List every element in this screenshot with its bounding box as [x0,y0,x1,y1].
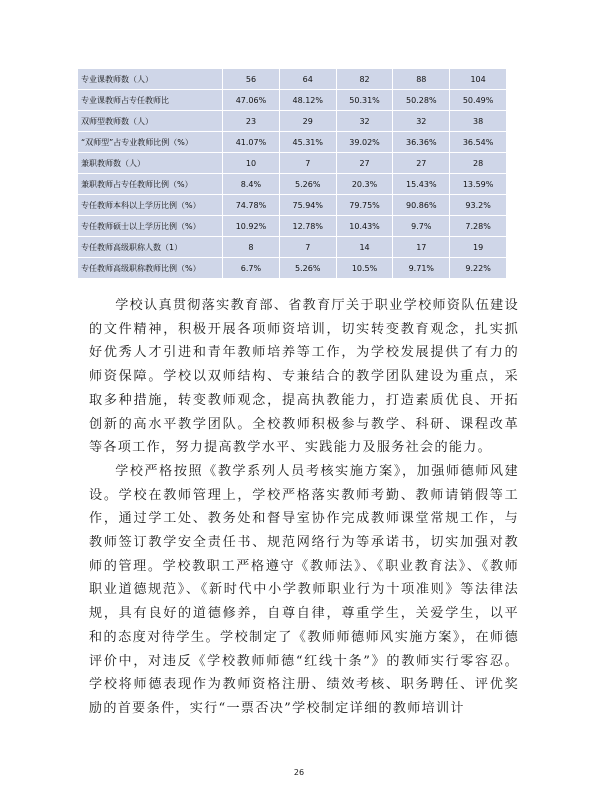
paragraph-ethics-building: 学校严格按照《教学系列人员考核实施方案》，加强师德师风建设。学校在教师管理上，学校严格落实教师考勤、教师请销假等工作，通过学工处、教务处和督导室协作完成教师课堂常规工作，与教师签订教学安全责任书、规范网络行为等承诺书，切实加强对教师的管理。学校教职工严格遵守《教师法》、《职业教育法》、《教师职业道德规范》、《新时代中小学教师职业行为十项准则》等法律法规，具有良好的道德修养，自尊自律，尊重学生，关爱学生，以平和的态度对待学生。学校制定了《教师师德师风实施方案》，在师德评价中，对违反《学校教师师德“红线十条”》的教师实行零容忍。学校将师德表现作为教师资格注册、绩效考核、职务聘任、评优奖励的首要条件，实行“一票否决”学校制定详细的教师培训计 [89,463,519,716]
table-cell: 36.36% [393,132,450,153]
table-cell: 23 [223,111,280,132]
table-cell: 17 [393,237,450,258]
table-cell: 9.7% [393,216,450,237]
table-cell: 15.43% [393,174,450,195]
row-label: 兼职教师占专任教师比例（%） [78,174,223,195]
table-cell: 36.54% [450,132,507,153]
paragraph-teacher-training: 学校认真贯彻落实教育部、省教育厅关于职业学校师资队伍建设的文件精神，积极开展各项师资培训，切实转变教育观念，扎实抓好优秀人才引进和青年教师培养等工作，为学校发展提供了有力的师资保障。学校以双师结构、专兼结合的教学团队建设为重点，采取多种措施，转变教师观念，提高执教能力，打造素质优良、开拓创新的高水平教学团队。全校教师积极参与教学、科研、课程改革等各项工作，努力提高教学水平、实践能力及服务社会的能力。 [89,298,519,456]
table-cell: 10.43% [336,216,393,237]
row-label: “双师型”占专业教师比例（%） [78,132,223,153]
table-row [78,174,507,195]
table-cell: 90.86% [393,195,450,216]
table-cell: 7 [279,153,336,174]
table-row [78,69,507,90]
table-cell: 12.78% [279,216,336,237]
table-cell: 5.26% [279,258,336,279]
table-cell: 6.7% [223,258,280,279]
table-cell: 10 [223,153,280,174]
table-cell: 93.2% [450,195,507,216]
table-cell: 74.78% [223,195,280,216]
row-label: 专任教师高级职称人数（1） [78,237,223,258]
table-cell: 32 [393,111,450,132]
table-cell: 10.5% [336,258,393,279]
table-cell: 50.49% [450,90,507,111]
row-label: 专业课教师数（人） [78,69,223,90]
table-cell: 64 [279,69,336,90]
table-cell: 50.31% [336,90,393,111]
table-row [78,132,507,153]
table-cell: 19 [450,237,507,258]
table-row [78,195,507,216]
table-cell: 39.02% [336,132,393,153]
table-cell: 28 [450,153,507,174]
teacher-statistics-table [77,68,507,279]
table-cell: 104 [450,69,507,90]
table-cell: 32 [336,111,393,132]
row-label: 专任教师硕士以上学历比例（%） [78,216,223,237]
table-cell: 14 [336,237,393,258]
table-cell: 50.28% [393,90,450,111]
page-number: 26 [293,768,305,777]
table-cell: 79.75% [336,195,393,216]
table-cell: 48.12% [279,90,336,111]
table-cell: 29 [279,111,336,132]
table-cell: 20.3% [336,174,393,195]
table-row [78,237,507,258]
table-cell: 45.31% [279,132,336,153]
table-row [78,258,507,279]
body-text [89,294,519,721]
table-cell: 56 [223,69,280,90]
table-row [78,153,507,174]
table-cell: 82 [336,69,393,90]
table-cell: 7.28% [450,216,507,237]
table-row [78,90,507,111]
row-label: 专业课教师占专任教师比 [78,90,223,111]
table-cell: 27 [393,153,450,174]
table-cell: 88 [393,69,450,90]
row-label: 专任教师高级职称教师比例（%） [78,258,223,279]
table-cell: 7 [279,237,336,258]
row-label: 兼职教师数（人） [78,153,223,174]
table-cell: 10.92% [223,216,280,237]
table-cell: 38 [450,111,507,132]
table-row [78,111,507,132]
table-cell: 8 [223,237,280,258]
table-cell: 9.71% [393,258,450,279]
row-label: 双师型教师数（人） [78,111,223,132]
table-cell: 75.94% [279,195,336,216]
table-cell: 5.26% [279,174,336,195]
table-cell: 47.06% [223,90,280,111]
table-cell: 41.07% [223,132,280,153]
row-label: 专任教师本科以上学历比例（%） [78,195,223,216]
table-cell: 13.59% [450,174,507,195]
table-cell: 8.4% [223,174,280,195]
table-cell: 9.22% [450,258,507,279]
table-row [78,216,507,237]
table-cell: 27 [336,153,393,174]
